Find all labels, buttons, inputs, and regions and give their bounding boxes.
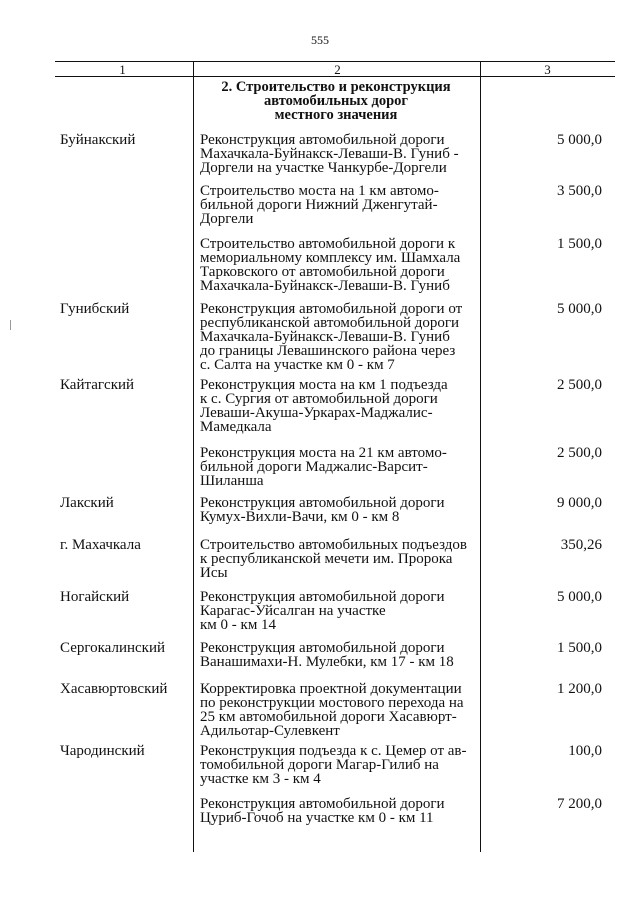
description-cell [200, 237, 476, 293]
amount-cell: 1 500,0 [557, 640, 602, 656]
description-line: Исы [200, 565, 228, 581]
column-header-1: 1 [119, 62, 126, 77]
section-title-line: 2. Строительство и реконструкция [221, 79, 451, 95]
description-line: Корректировка проектной документации [200, 681, 462, 697]
description-line: Доргели на участке Чанкурбе-Доргели [200, 160, 447, 176]
amount-cell: 7 200,0 [557, 796, 602, 812]
description-line: к с. Сургия от автомобильной дороги [200, 391, 438, 407]
description-line: республиканской автомобильной дороги [200, 315, 460, 331]
description-line: Цуриб-Гочоб на участке км 0 - км 11 [200, 810, 434, 826]
column-headers [55, 62, 615, 76]
description-line: участке км 3 - км 4 [200, 771, 321, 787]
description-cell [200, 496, 476, 524]
amount-cell: 2 500,0 [557, 445, 602, 461]
description-line: томобильной дороги Магар-Гилиб на [200, 757, 439, 773]
description-cell [200, 446, 476, 488]
description-line: Махачкала-Буйнакск-Леваши-В. Гуниб [200, 329, 450, 345]
description-line: с. Салта на участке км 0 - км 7 [200, 357, 395, 373]
amount-cell: 350,26 [560, 537, 602, 553]
column-header-3: 3 [544, 62, 551, 77]
description-line: Реконструкция подъезда к с. Цемер от ав- [200, 743, 467, 759]
description-cell [200, 302, 476, 372]
description-line: Реконструкция автомобильной дороги [200, 495, 445, 511]
description-line: Тарковского от автомобильной дороги [200, 264, 445, 280]
description-line: Шиланша [200, 473, 264, 489]
description-line: до границы Левашинского района через [200, 343, 456, 359]
district-cell: Гунибский [60, 301, 130, 317]
column-divider-1 [193, 62, 194, 852]
description-cell [200, 538, 476, 580]
district-cell: Сергокалинский [60, 640, 166, 656]
amount-cell: 3 500,0 [557, 183, 602, 199]
district-cell: Ногайский [60, 589, 130, 605]
header-bottom-border [55, 76, 615, 77]
amount-cell: 5 000,0 [557, 132, 602, 148]
amount-cell: 100,0 [568, 743, 602, 759]
amount-cell: 1 500,0 [557, 236, 602, 252]
district-cell: Хасавюртовский [60, 681, 168, 697]
column-header-2: 2 [334, 62, 341, 77]
description-line: Реконструкция автомобильной дороги [200, 589, 445, 605]
description-line: Мамедкала [200, 419, 272, 435]
description-line: Реконструкция автомобильной дороги [200, 132, 445, 148]
page-number: 555 [311, 33, 329, 47]
description-line: Реконструкция автомобильной дороги от [200, 301, 463, 317]
description-line: Ванашимахи-Н. Мулебки, км 17 - км 18 [200, 654, 454, 670]
section-title [200, 80, 472, 122]
district-cell: Кайтагский [60, 377, 135, 393]
description-cell [200, 378, 476, 434]
amount-cell: 2 500,0 [557, 377, 602, 393]
scan-edge-mark [10, 320, 11, 330]
description-line: Строительство автомобильной дороги к [200, 236, 456, 252]
amount-cell: 9 000,0 [557, 495, 602, 511]
description-line: Махачкала-Буйнакск-Леваши-В. Гуниб [200, 278, 450, 294]
description-cell [200, 682, 476, 738]
description-line: Доргели [200, 211, 254, 227]
description-line: Адильотар-Сулевкент [200, 723, 340, 739]
section-title-line: местного значения [274, 107, 398, 123]
description-line: Леваши-Акуша-Уркарах-Маджалис- [200, 405, 433, 421]
description-line: Карагас-Уйсалган на участке [200, 603, 386, 619]
description-line: Строительство автомобильных подъездов [200, 537, 468, 553]
description-cell [200, 133, 476, 175]
description-line: Махачкала-Буйнакск-Леваши-В. Гуниб - [200, 146, 459, 162]
description-cell [200, 744, 476, 786]
district-cell: Буйнакский [60, 132, 136, 148]
section-title-line: автомобильных дорог [263, 93, 408, 109]
description-cell [200, 641, 476, 669]
description-line: по реконструкции мостового перехода на [200, 695, 464, 711]
description-line: Реконструкция автомобильной дороги [200, 796, 445, 812]
description-cell [200, 184, 476, 226]
description-line: Реконструкция автомобильной дороги [200, 640, 445, 656]
description-line: мемориальному комплексу им. Шамхала [200, 250, 461, 266]
description-line: бильной дороги Маджалис-Варсит- [200, 459, 428, 475]
description-line: Реконструкция моста на 21 км автомо- [200, 445, 447, 461]
description-line: к республиканской мечети им. Пророка [200, 551, 453, 567]
description-line: Реконструкция моста на км 1 подъезда [200, 377, 448, 393]
amount-cell: 5 000,0 [557, 301, 602, 317]
description-cell [200, 590, 476, 632]
district-cell: Лакский [60, 495, 114, 511]
district-cell: Чародинский [60, 743, 145, 759]
description-cell [200, 797, 476, 825]
amount-cell: 1 200,0 [557, 681, 602, 697]
description-line: Строительство моста на 1 км автомо- [200, 183, 439, 199]
district-cell: г. Махачкала [60, 537, 141, 553]
description-line: км 0 - км 14 [200, 617, 277, 633]
description-line: Кумух-Вихли-Вачи, км 0 - км 8 [200, 509, 400, 525]
column-divider-2 [480, 62, 481, 852]
amount-cell: 5 000,0 [557, 589, 602, 605]
description-line: бильной дороги Нижний Дженгутай- [200, 197, 438, 213]
description-line: 25 км автомобильной дороги Хасавюрт- [200, 709, 457, 725]
